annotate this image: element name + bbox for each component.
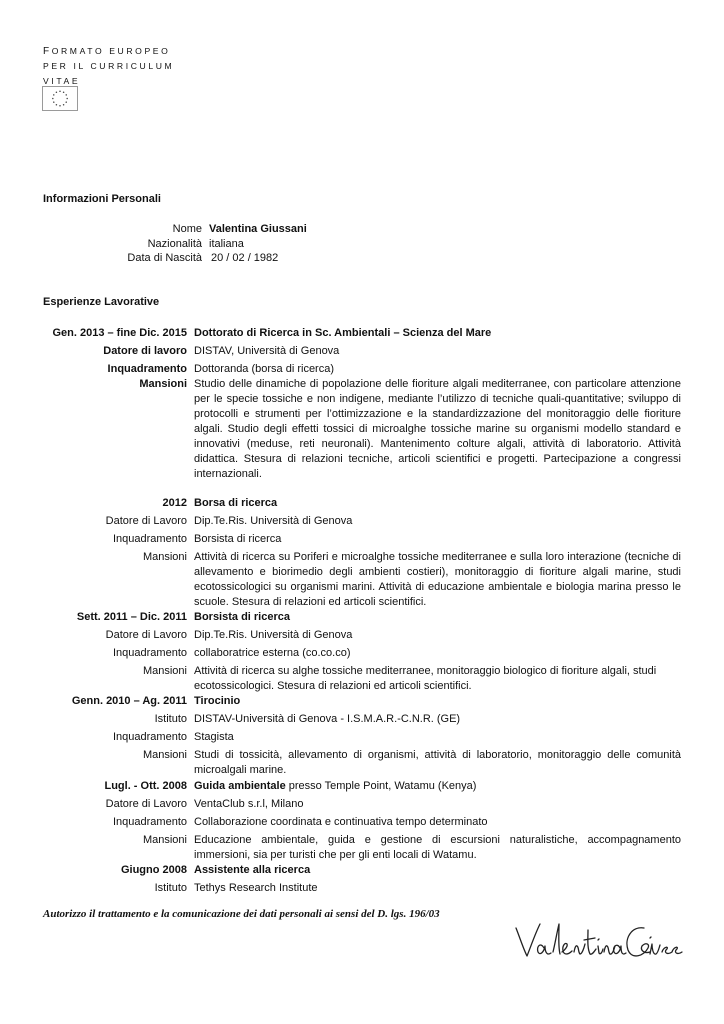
flag-star	[63, 92, 65, 94]
role-label: Inquadramento	[113, 647, 187, 659]
experience-period: Giugno 2008	[120, 864, 187, 876]
header-line-1: FORMATO EUROPEO	[43, 46, 171, 57]
experience-period: Sett. 2011 – Dic. 2011	[76, 611, 187, 623]
role-label: Inquadramento	[113, 731, 187, 743]
nationality-label: Nazionalità	[147, 238, 202, 250]
privacy-consent-statement: Autorizzo il trattamento e la comunicazione dei dati personali ai sensi del D. lgs. 196/03	[43, 908, 440, 920]
header-line-3: VITAE	[43, 76, 81, 86]
role-label: Inquadramento	[113, 816, 187, 828]
flag-star	[53, 94, 55, 96]
employer-value: VentaClub s.r.l, Milano	[194, 798, 304, 810]
employer-value: DISTAV, Università di Genova	[194, 345, 340, 357]
employer-label: Datore di lavoro	[103, 345, 187, 357]
duties-label: Mansioni	[142, 834, 187, 846]
experience-period: Lugl. - Ott. 2008	[104, 780, 187, 792]
cv-format-header	[43, 44, 174, 89]
flag-star	[63, 104, 65, 106]
role-value: Borsista di ricerca	[194, 533, 282, 545]
flag-star	[56, 92, 58, 94]
birth-value: 20 / 02 / 1982	[211, 252, 279, 264]
employer-label: Datore di Lavoro	[105, 515, 187, 527]
duties-value: Studi di tossicità, allevamento di organismi, attività di laboratorio, monitoraggio delle comunità microalgali marine.	[194, 749, 681, 776]
experience-title-suffix: presso Temple Point, Watamu (Kenya)	[285, 780, 477, 792]
header-line-2: PER IL CURRICULUM	[43, 61, 175, 71]
experience-title: Dottorato di Ricerca in Sc. Ambientali – Scienza del Mare	[194, 327, 492, 339]
flag-star	[59, 105, 61, 107]
role-value: collaboratrice esterna (co.co.co)	[194, 647, 351, 659]
experience-title: Assistente alla ricerca	[194, 864, 311, 876]
employer-value: DISTAV-Università di Genova - I.S.M.A.R.-C.N.R. (GE)	[194, 713, 461, 725]
employer-label: Istituto	[154, 882, 187, 894]
duties-value: Educazione ambientale, guida e gestione di escursioni naturalistiche, accompagnamento immersioni, sia per turisti che per gli enti locali di Watamu.	[194, 834, 681, 861]
duties-label: Mansioni	[139, 378, 187, 390]
employer-value: Tethys Research Institute	[194, 882, 318, 894]
experience-title: Borsista di ricerca	[194, 611, 290, 623]
duties-label: Mansioni	[142, 749, 187, 761]
role-value: Dottoranda (borsa di ricerca)	[194, 363, 335, 375]
role-label: Inquadramento	[107, 363, 187, 375]
flag-star	[66, 98, 68, 100]
name-label: Nome	[172, 223, 202, 235]
duties-value: Studio delle dinamiche di popolazione delle fioriture algali mediterranee, con particolare attenzione per le specie tossiche e non indigene, mediante l’utilizzo di tecniche quali-quantitative; sviluppo di protocolli e strumenti per l’ottimizzazione e la standardizzazione del monitoraggio delle fioriture algali. Studio degli effetti tossici di microalghe tossiche marine su organismi modello standard e innovativi (meduse, reti neuronali). Mantenimento colture algali, attività di laboratorio. Attività didattica. Stesura di relazioni tecniche, articoli scientifici e progetti. Partecipazione a congressi internazionali.	[194, 378, 681, 480]
section-title-personal: Informazioni Personali	[43, 193, 161, 205]
flag-star	[52, 98, 54, 100]
flag-star	[65, 94, 67, 96]
employer-value: Dip.Te.Ris. Università di Genova	[194, 515, 353, 527]
experience-title: Guida ambientale	[194, 780, 286, 792]
flag-star	[59, 91, 61, 93]
nationality-value: italiana	[209, 238, 244, 250]
flag-star	[53, 101, 55, 103]
employer-label: Datore di Lavoro	[105, 629, 187, 641]
handwritten-signature	[512, 918, 684, 970]
employer-label: Datore di Lavoro	[105, 798, 187, 810]
experience-title: Borsa di ricerca	[194, 497, 278, 509]
flag-star	[56, 104, 58, 106]
birth-label: Data di Nascità	[127, 252, 202, 264]
experience-title-line	[194, 779, 681, 794]
duties-value: Attività di ricerca su alghe tossiche mediterranee, monitoraggio biologico di fioriture algali, studi ecotossicologici. Stesura di relazioni ed articoli scientifici.	[194, 665, 657, 692]
experience-period: Gen. 2013 – fine Dic. 2015	[52, 327, 187, 339]
duties-label: Mansioni	[142, 551, 187, 563]
role-value: Stagista	[194, 731, 234, 743]
employer-label: Istituto	[154, 713, 187, 725]
duties-label: Mansioni	[142, 665, 187, 677]
section-title-experience: Esperienze Lavorative	[43, 296, 160, 308]
role-value: Collaborazione coordinata e continuativa tempo determinato	[194, 816, 488, 828]
role-label: Inquadramento	[113, 533, 187, 545]
name-value: Valentina Giussani	[209, 223, 307, 235]
employer-value: Dip.Te.Ris. Università di Genova	[194, 629, 353, 641]
experience-title: Tirocinio	[194, 695, 241, 707]
flag-star	[65, 101, 67, 103]
eu-flag-icon	[42, 86, 78, 111]
experience-period: 2012	[162, 497, 187, 509]
experience-period: Genn. 2010 – Ag. 2011	[71, 695, 187, 707]
duties-value: Attività di ricerca su Poriferi e microalghe tossiche mediterranee e sulla loro interazione (tecniche di allevamento e biorimedio degli ambienti costieri), monitoraggio di fioriture algali marine, studi ecotossicologici su organismi marini. Attività di educazione ambientale e biologia marina presso le scuole. Stesura di relazioni ed articoli scientifici.	[194, 551, 681, 608]
